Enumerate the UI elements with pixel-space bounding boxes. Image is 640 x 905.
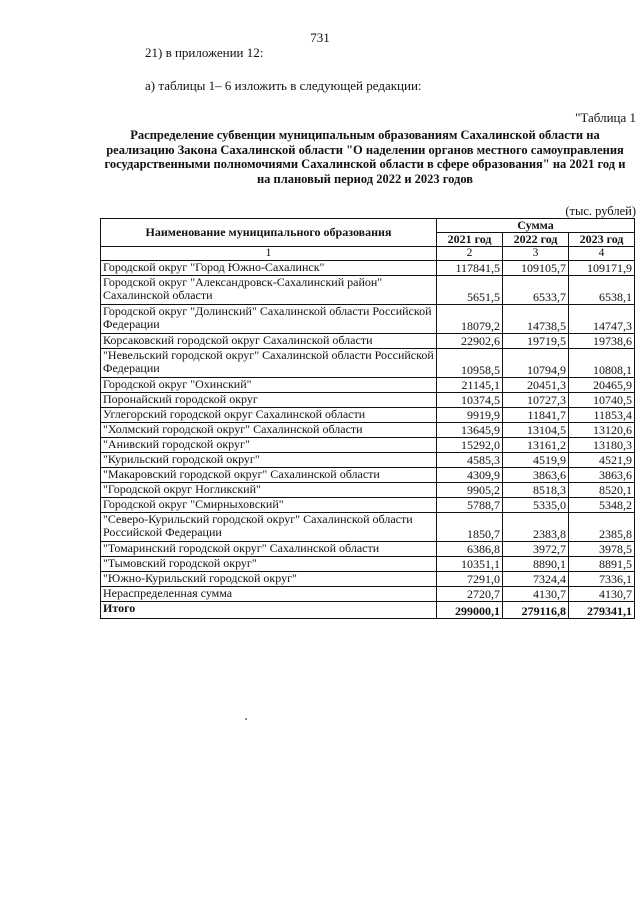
header-name: Наименование муниципального образования [101,219,437,247]
value-2022: 109105,7 [503,261,569,276]
value-2023: 19738,6 [569,334,635,349]
value-2021: 9905,2 [437,483,503,498]
total-label: Итого [101,602,437,619]
value-2021: 2720,7 [437,587,503,602]
municipality-name: "Невельский городской округ" Сахалинской области Российской Федерации [101,349,437,378]
municipality-name: Корсаковский городской округ Сахалинской области [101,334,437,349]
value-2022: 6533,7 [503,276,569,305]
scan-speck [245,718,247,720]
municipality-name: "Макаровский городской округ" Сахалинской области [101,468,437,483]
value-2022: 4519,9 [503,453,569,468]
table-row [101,276,635,305]
table-row [101,378,635,393]
value-2021: 10351,1 [437,557,503,572]
value-2021: 1850,7 [437,513,503,542]
value-2023: 3978,5 [569,542,635,557]
municipality-name: Городской округ "Александровск-Сахалинский район" Сахалинской области [101,276,437,305]
municipality-name: "Холмский городской округ" Сахалинской области [101,423,437,438]
value-2021: 4585,3 [437,453,503,468]
intro-line: 21) в приложении 12: [145,45,264,60]
municipality-name: Поронайский городской округ [101,393,437,408]
header-year-2022: 2022 год [503,233,569,247]
value-2021: 22902,6 [437,334,503,349]
index-cell: 4 [569,247,635,261]
header-year-2021: 2021 год [437,233,503,247]
value-2022: 7324,4 [503,572,569,587]
table-row [101,349,635,378]
page-number: 731 [310,30,330,45]
header-year-2023: 2023 год [569,233,635,247]
municipality-name: "Курильский городской округ" [101,453,437,468]
table-row [101,393,635,408]
value-2023: 11853,4 [569,408,635,423]
municipality-name: "Городской округ Ногликский" [101,483,437,498]
value-2021: 7291,0 [437,572,503,587]
value-2021: 4309,9 [437,468,503,483]
value-2023: 4130,7 [569,587,635,602]
municipality-name: Городской округ "Город Южно-Сахалинск" [101,261,437,276]
value-2021: 13645,9 [437,423,503,438]
value-2022: 3863,6 [503,468,569,483]
total-2023: 279341,1 [569,602,635,619]
municipality-name: "Томаринский городской округ" Сахалинской области [101,542,437,557]
value-2022: 3972,7 [503,542,569,557]
value-2022: 8518,3 [503,483,569,498]
value-2023: 7336,1 [569,572,635,587]
table-row [101,408,635,423]
value-2023: 8520,1 [569,483,635,498]
total-row [101,602,635,619]
table-row [101,557,635,572]
header-sum: Сумма [437,219,635,233]
subvention-table [100,218,635,619]
municipality-name: Городской округ "Смирныховский" [101,498,437,513]
value-2021: 5651,5 [437,276,503,305]
table-row [101,423,635,438]
value-2022: 2383,8 [503,513,569,542]
table-row [101,483,635,498]
municipality-name: Городской округ "Долинский" Сахалинской области Российской Федерации [101,305,437,334]
value-2021: 10958,5 [437,349,503,378]
sub-line: а) таблицы 1– 6 изложить в следующей редакции: [145,78,422,93]
value-2023: 5348,2 [569,498,635,513]
value-2021: 10374,5 [437,393,503,408]
value-2023: 4521,9 [569,453,635,468]
value-2022: 10727,3 [503,393,569,408]
value-2023: 109171,9 [569,261,635,276]
total-2021: 299000,1 [437,602,503,619]
municipality-name: Нераспределенная сумма [101,587,437,602]
table-title: Распределение субвенции муниципальным образованиям Сахалинской области на реализацию Закона Сахалинской области "О наделении органов местного самоуправления государственными полномочиями Сахалинской области в сфере образования" на 2021 год и на плановый период 2022 и 2023 годов [104,128,626,186]
value-2023: 6538,1 [569,276,635,305]
value-2022: 10794,9 [503,349,569,378]
value-2023: 3863,6 [569,468,635,483]
table-label: "Таблица 1 [575,110,636,125]
value-2022: 11841,7 [503,408,569,423]
table-row [101,468,635,483]
municipality-name: "Южно-Курильский городской округ" [101,572,437,587]
value-2022: 19719,5 [503,334,569,349]
units-label: (тыс. рублей) [565,204,636,218]
value-2023: 10808,1 [569,349,635,378]
value-2022: 14738,5 [503,305,569,334]
table-row [101,572,635,587]
index-cell: 2 [437,247,503,261]
index-cell: 3 [503,247,569,261]
value-2022: 8890,1 [503,557,569,572]
table-row [101,334,635,349]
value-2021: 21145,1 [437,378,503,393]
value-2021: 15292,0 [437,438,503,453]
table-row [101,498,635,513]
municipality-name: "Северо-Курильский городской округ" Сахалинской области Российской Федерации [101,513,437,542]
value-2021: 9919,9 [437,408,503,423]
value-2021: 6386,8 [437,542,503,557]
value-2023: 10740,5 [569,393,635,408]
value-2022: 13104,5 [503,423,569,438]
value-2022: 4130,7 [503,587,569,602]
index-cell: 1 [101,247,437,261]
table-row [101,305,635,334]
table-row [101,587,635,602]
value-2022: 5335,0 [503,498,569,513]
total-2022: 279116,8 [503,602,569,619]
value-2023: 14747,3 [569,305,635,334]
value-2023: 20465,9 [569,378,635,393]
table-row [101,453,635,468]
table-row [101,438,635,453]
value-2021: 117841,5 [437,261,503,276]
value-2023: 8891,5 [569,557,635,572]
table-row [101,513,635,542]
municipality-name: Углегорский городской округ Сахалинской области [101,408,437,423]
municipality-name: "Анивский городской округ" [101,438,437,453]
value-2022: 13161,2 [503,438,569,453]
value-2023: 13180,3 [569,438,635,453]
value-2023: 2385,8 [569,513,635,542]
value-2022: 20451,3 [503,378,569,393]
value-2021: 18079,2 [437,305,503,334]
municipality-name: "Тымовский городской округ" [101,557,437,572]
value-2021: 5788,7 [437,498,503,513]
value-2023: 13120,6 [569,423,635,438]
table-row [101,542,635,557]
municipality-name: Городской округ "Охинский" [101,378,437,393]
table-row [101,261,635,276]
